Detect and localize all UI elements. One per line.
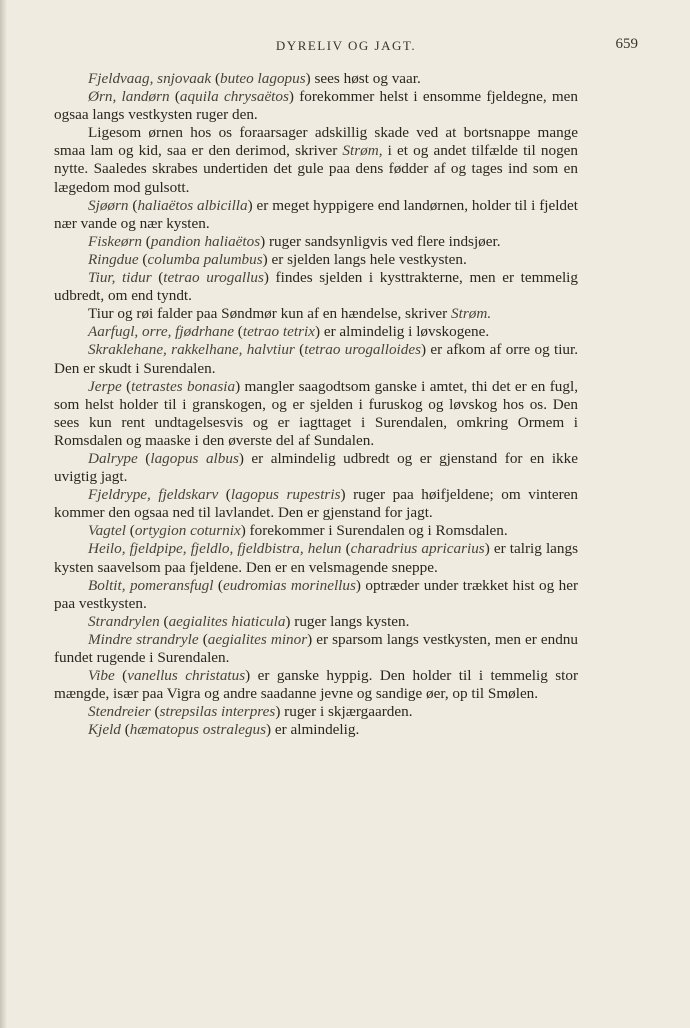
- species-latin-name: lagopus rupestris: [230, 486, 341, 504]
- text-run: ) ruger langs kysten.: [285, 612, 410, 630]
- species-common-name: Fjeldvaag, snjovaak: [88, 70, 212, 87]
- text-run: ) er talrig langs kysten saavelsom paa fjeldene. Den er en velsmagende sneppe.: [54, 540, 579, 576]
- paragraph-skraklehane: [54, 341, 578, 377]
- species-latin-name: tetrao urogallus: [163, 269, 264, 287]
- text-run: (: [121, 377, 132, 395]
- paragraph-strandrylen: [54, 613, 578, 631]
- species-common-name: Vagtel: [88, 522, 126, 540]
- species-latin-name: columba palumbus: [147, 250, 263, 268]
- text-run: (: [294, 341, 305, 359]
- paragraph-tiur-roi: [54, 305, 578, 323]
- text-run: (: [211, 70, 221, 87]
- paragraph-aarfugl: [54, 323, 578, 341]
- species-common-name: Tiur, tidur: [88, 269, 152, 287]
- paragraph-mindre-strandryle: [54, 631, 578, 667]
- species-latin-name: tetrao urogalloides: [304, 341, 422, 359]
- text-run: (: [233, 323, 243, 341]
- author-name: Strøm.: [451, 305, 492, 323]
- species-latin-name: aegialites minor: [207, 630, 308, 648]
- paragraph-vibe: [54, 667, 578, 703]
- text-run: (: [169, 88, 180, 106]
- text-run: ) ruger sandsynligvis ved flere indsjøer.: [260, 232, 501, 250]
- text-run: (: [150, 703, 160, 721]
- species-latin-name: aquila chrysaëtos: [179, 88, 289, 106]
- species-latin-name: tetrao tetrix: [242, 323, 315, 341]
- paragraph-ligesom: [54, 124, 578, 196]
- species-latin-name: charadrius apricarius: [350, 540, 485, 558]
- paragraph-ringdue: [54, 251, 578, 269]
- text-run: ) optræder under trækket hist og her paa vestkysten.: [54, 576, 579, 612]
- species-latin-name: eudromias morinellus: [222, 576, 356, 594]
- body-text: [54, 70, 578, 739]
- page-header: [54, 38, 638, 60]
- species-latin-name: haliaëtos albicilla: [137, 196, 248, 214]
- species-common-name: Mindre strandryle: [88, 630, 199, 648]
- species-latin-name: buteo lagopus: [220, 70, 306, 87]
- paragraph-stendreier: [54, 703, 578, 721]
- paragraph-fjeldrype: [54, 486, 578, 522]
- text-run: ) ruger i skjærgaarden.: [275, 703, 413, 721]
- text-run: (: [125, 522, 135, 540]
- text-run: ) forekommer helst i ensomme fjeldegne, men ogsaa langs vestkysten ruger den.: [54, 88, 578, 124]
- species-common-name: Ørn, landørn: [88, 88, 170, 106]
- species-common-name: Ringdue: [88, 250, 139, 268]
- text-run: ) er almindelig i løvskogene.: [314, 323, 490, 341]
- text-run: ) er almindelig.: [266, 721, 360, 739]
- page-gutter-shadow: [0, 0, 7, 1028]
- author-name: Strøm,: [342, 142, 383, 160]
- species-common-name: Boltit, pomeransfugl: [88, 576, 214, 594]
- text-run: ) er meget hyppigere end landørnen, holder til i fjeldet nær vande og nær kysten.: [54, 196, 578, 232]
- text-run: (: [128, 196, 138, 214]
- paragraph-dalrype: [54, 450, 578, 486]
- text-run: Ligesom ørnen hos os foraarsager adskillig skade ved at bortsnappe mange smaa lam og kid, saa er den derimod, skriver: [54, 124, 578, 160]
- species-latin-name: strepsilas interpres: [159, 703, 276, 721]
- text-run: ) sees høst og vaar.: [305, 70, 421, 87]
- species-common-name: Vibe: [88, 667, 115, 685]
- text-run: Tiur og røi falder paa Søndmør kun af en hændelse, skriver: [88, 305, 452, 323]
- text-run: (: [159, 612, 169, 630]
- species-common-name: Jerpe: [88, 377, 122, 395]
- text-run: ) mangler saagodtsom ganske i amtet, thi det er en fugl, som helst holder til i granskogen, og er sjelden i furuskog og løvskog hos os. Den sees kun rent undtagelsesvis og er iagttaget i Surendalen, omkring Ormem i Romsdalen og maaske i den øverste del af Sundalen.: [54, 377, 579, 449]
- page-number: 659: [615, 36, 638, 52]
- text-run: ) er sparsom langs vestkysten, men er endnu fundet rugende i Surendalen.: [54, 630, 578, 666]
- species-latin-name: lagopus albus: [150, 449, 239, 467]
- paragraph-tiur: [54, 269, 578, 305]
- text-run: i et og andet tilfælde til nogen nytte. Saaledes skrabes undertiden det gule paa dens fødder af og tages ind som en lægedom mod gulsott.: [54, 142, 578, 196]
- species-common-name: Strandrylen: [88, 612, 160, 630]
- running-head: DYRELIV OG JAGT.: [275, 38, 417, 53]
- species-latin-name: aegialites hiaticula: [168, 612, 286, 630]
- species-common-name: Dalrype: [88, 449, 138, 467]
- text-run: (: [213, 576, 223, 594]
- paragraph-sjoorn: [54, 197, 578, 233]
- species-common-name: Fiskeørn: [88, 232, 142, 250]
- text-run: (: [341, 540, 351, 558]
- paragraph-orn: [54, 88, 578, 124]
- text-run: (: [142, 232, 151, 250]
- species-common-name: Aarfugl, orre, fjødrhane: [88, 323, 234, 341]
- species-latin-name: hæmatopus ostralegus: [129, 721, 267, 739]
- species-common-name: Stendreier: [88, 703, 151, 721]
- paragraph-boltit: [54, 577, 578, 613]
- paragraph-kjeld: [54, 721, 578, 739]
- text-run: ) er ganske hyppig. Den holder til i temmelig stor mængde, især paa Vigra og andre saadanne jevne og sandige øer, op til Smølen.: [54, 667, 579, 703]
- species-latin-name: ortygion coturnix: [134, 522, 241, 540]
- species-common-name: Skraklehane, rakkelhane, halvtiur: [88, 341, 295, 359]
- paragraph-jerpe: [54, 378, 578, 450]
- text-run: ) er almindelig udbredt og er gjenstand for en ikke uvigtig jagt.: [54, 449, 578, 486]
- paragraph-heilo: [54, 540, 578, 576]
- text-run: ) findes sjelden i kysttrakterne, men er temmelig udbredt, om end tyndt.: [54, 269, 578, 305]
- species-latin-name: pandion haliaëtos: [150, 232, 261, 250]
- paragraph-fjeldvaag: [54, 70, 578, 88]
- text-run: ) ruger paa høifjeldene; om vinteren kommer den ogsaa ned til lavlandet. Den er gjenstand for jagt.: [54, 486, 578, 522]
- species-common-name: Fjeldrype, fjeldskarv: [88, 486, 219, 504]
- species-latin-name: tetrastes bonasia: [131, 377, 236, 395]
- text-run: (: [114, 667, 128, 685]
- paragraph-vagtel: [54, 522, 578, 540]
- paragraph-fiskeorn: [54, 233, 578, 251]
- text-run: (: [120, 721, 130, 739]
- text-run: (: [218, 486, 231, 504]
- text-run: (: [137, 449, 151, 467]
- text-run: ) er afkom af orre og tiur. Den er skudt i Surendalen.: [54, 341, 579, 377]
- text-run: ) er sjelden langs hele vestkysten.: [262, 250, 467, 268]
- species-latin-name: vanellus christatus: [127, 667, 246, 685]
- species-common-name: Sjøørn: [88, 196, 129, 214]
- species-common-name: Kjeld: [88, 721, 121, 739]
- text-run: (: [138, 250, 148, 268]
- text-run: (: [151, 269, 164, 287]
- text-run: ) forekommer i Surendalen og i Romsdalen.: [240, 522, 508, 540]
- text-run: (: [198, 630, 208, 648]
- species-common-name: Heilo, fjeldpipe, fjeldlo, fjeldbistra, helun: [88, 540, 342, 558]
